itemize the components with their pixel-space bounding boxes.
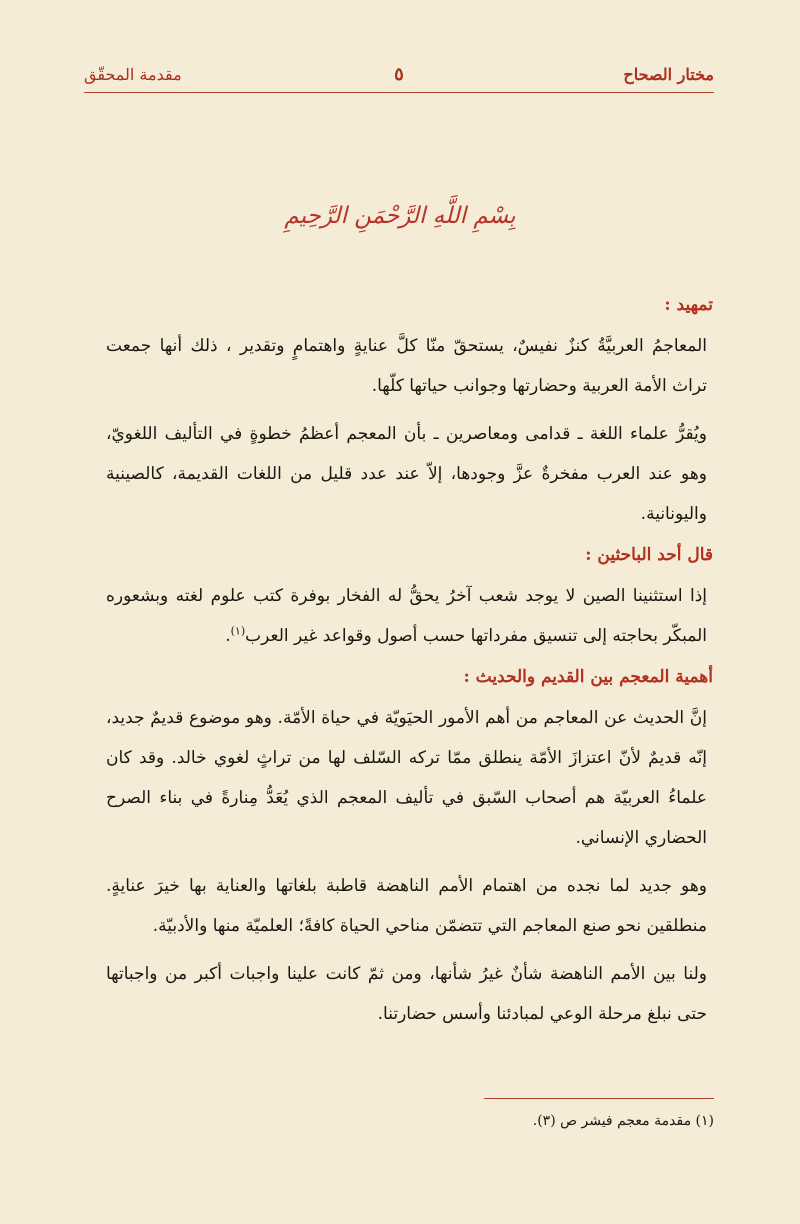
heading-intro: تمهيد : [664, 295, 713, 315]
footnote-text: مقدمة معجم فيشر ص (٣). [532, 1113, 692, 1129]
quote-text: إذا استثنينا الصين لا يوجد شعب آخرُ يحقُّ له الفخار بوفرة كتب علوم لغته وبشعوره المبكّر بحاجته إلى تنسيق مفرداتها حسب أصول وقواعد غير العرب [106, 586, 707, 646]
page-number: ٥ [394, 64, 404, 85]
paragraph-5: وهو جديد لما نجده من اهتمام الأمم الناهضة قاطبة بلغاتها والعناية بها خيرَ عنايةٍ. منطلقين نحو صنع المعاجم التي تتضمّن مناحي الحياة كافةً؛ العلميّة منها والأدبيّة. [106, 876, 707, 936]
heading-importance: أهمية المعجم بين القديم والحديث : [463, 667, 713, 687]
paragraph-6: ولنا بين الأمم الناهضة شأنٌ غيرُ شأنها، ومن ثمّ كانت علينا واجبات أكبر من واجباتها حتى نبلغ مرحلة الوعي لمبادئنا وأسس حضارتنا. [106, 964, 707, 1024]
footnote-ref[interactable]: (١) [230, 624, 246, 638]
paragraph-1: المعاجمُ العربيَّةُ كنزٌ نفيسٌ، يستحقّ منّا كلَّ عنايةٍ واهتمامٍ وتقدير ، ذلك أنها جمعت تراث الأمة العربية وحضارتها وجوانب حياتها كلّها. [106, 336, 707, 396]
paragraph-2: ويُقرُّ علماء اللغة ـ قدامى ومعاصرين ـ بأن المعجم أعظمُ خطوةٍ في التأليف اللغويّ، وهو عند العرب مفخرةٌ عزَّ وجودها، إلاّ عند عدد قليل من اللغات القديمة، كالصينية واليونانية. [106, 424, 707, 524]
footnote-rule [484, 1098, 714, 1099]
paragraph-4: إنَّ الحديث عن المعاجم من أهم الأمور الحيَويّة في حياة الأمّة. وهو موضوع قديمٌ جديد، إنّه قديمٌ لأنّ اعتزازَ الأمّة ينطلق ممّا تركه السّلف لها من تراثٍ لغوي خالد. وقد كان علماءُ العربيّة هم أصحاب السّبق في تأليف المعجم الذي يُعَدُّ مِنارةً في بناء الصرح الحضاري الإنساني. [106, 708, 707, 848]
main-text [106, 292, 713, 1042]
heading-quote: قال أحد الباحثين : [585, 545, 713, 565]
book-title: مختار الصحاح [623, 65, 714, 84]
running-header [84, 62, 714, 93]
section-title: مقدمة المحقّق [84, 65, 182, 84]
footnote [314, 1110, 714, 1132]
basmala: بِسْمِ اللَّهِ الرَّحْمَنِ الرَّحِيمِ [284, 203, 516, 229]
paragraph-3: إذا استثنينا الصين لا يوجد شعب آخرُ يحقُّ له الفخار بوفرة كتب علوم لغته وبشعوره المبكّر بحاجته إلى تنسيق مفرداتها حسب أصول وقواعد غير العرب$^{(١)}$. [106, 586, 707, 646]
footnote-number: (١) [695, 1113, 714, 1129]
